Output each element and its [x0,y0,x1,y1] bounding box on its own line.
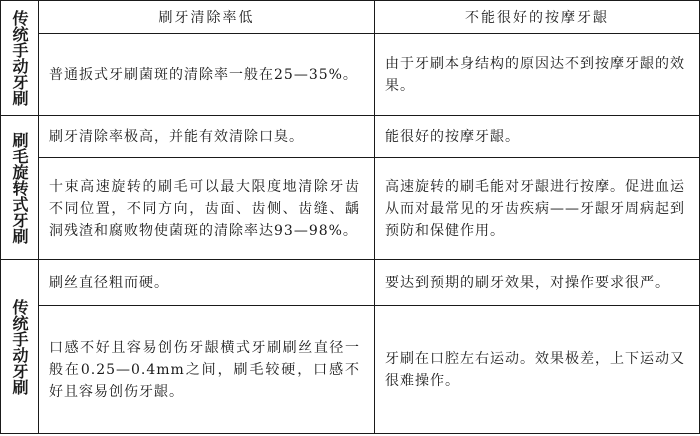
row-header-label: 传统手动牙刷 [10,298,29,395]
column-header-gum-massage: 不能很好的按摩牙龈 [375,1,700,34]
row-header-manual-1 [1,1,39,116]
row-header-label: 传统手动牙刷 [10,10,29,106]
table-cell: 普通扳式牙刷菌斑的清除率一般在25—35%。 [39,34,375,116]
row-header-manual-2 [1,260,39,434]
table-cell: 刷丝直径粗而硬。 [39,260,375,306]
table-cell: 口感不好且容易创伤牙龈横式牙刷刷丝直径一般在0.25—0.4mm之间，刷毛较硬，口感不好且容易创伤牙龈。 [39,306,375,434]
column-header-cleaning-rate: 刷牙清除率低 [39,1,375,34]
row-header-rotating [1,116,39,260]
table-cell: 要达到预期的刷牙效果，对操作要求很严。 [375,260,700,306]
table-cell: 由于牙刷本身结构的原因达不到按摩牙龈的效果。 [375,34,700,116]
row-header-label: 刷毛旋转式牙刷 [10,131,29,244]
table-cell: 刷牙清除率极高，并能有效清除口臭。 [39,116,375,158]
table-cell: 高速旋转的刷毛能对牙龈进行按摩。促进血运从而对最常见的牙齿疾病——牙龈牙周病起到预防和保健作用。 [375,158,700,260]
table-cell: 牙刷在口腔左右运动。效果极差，上下运动又很难操作。 [375,306,700,434]
table-cell: 能很好的按摩牙龈。 [375,116,700,158]
table-cell: 十束高速旋转的刷毛可以最大限度地清除牙齿不同位置，不同方向，齿面、齿侧、齿缝、龋洞残渣和腐败物使菌斑的清除率达93—98%。 [39,158,375,260]
